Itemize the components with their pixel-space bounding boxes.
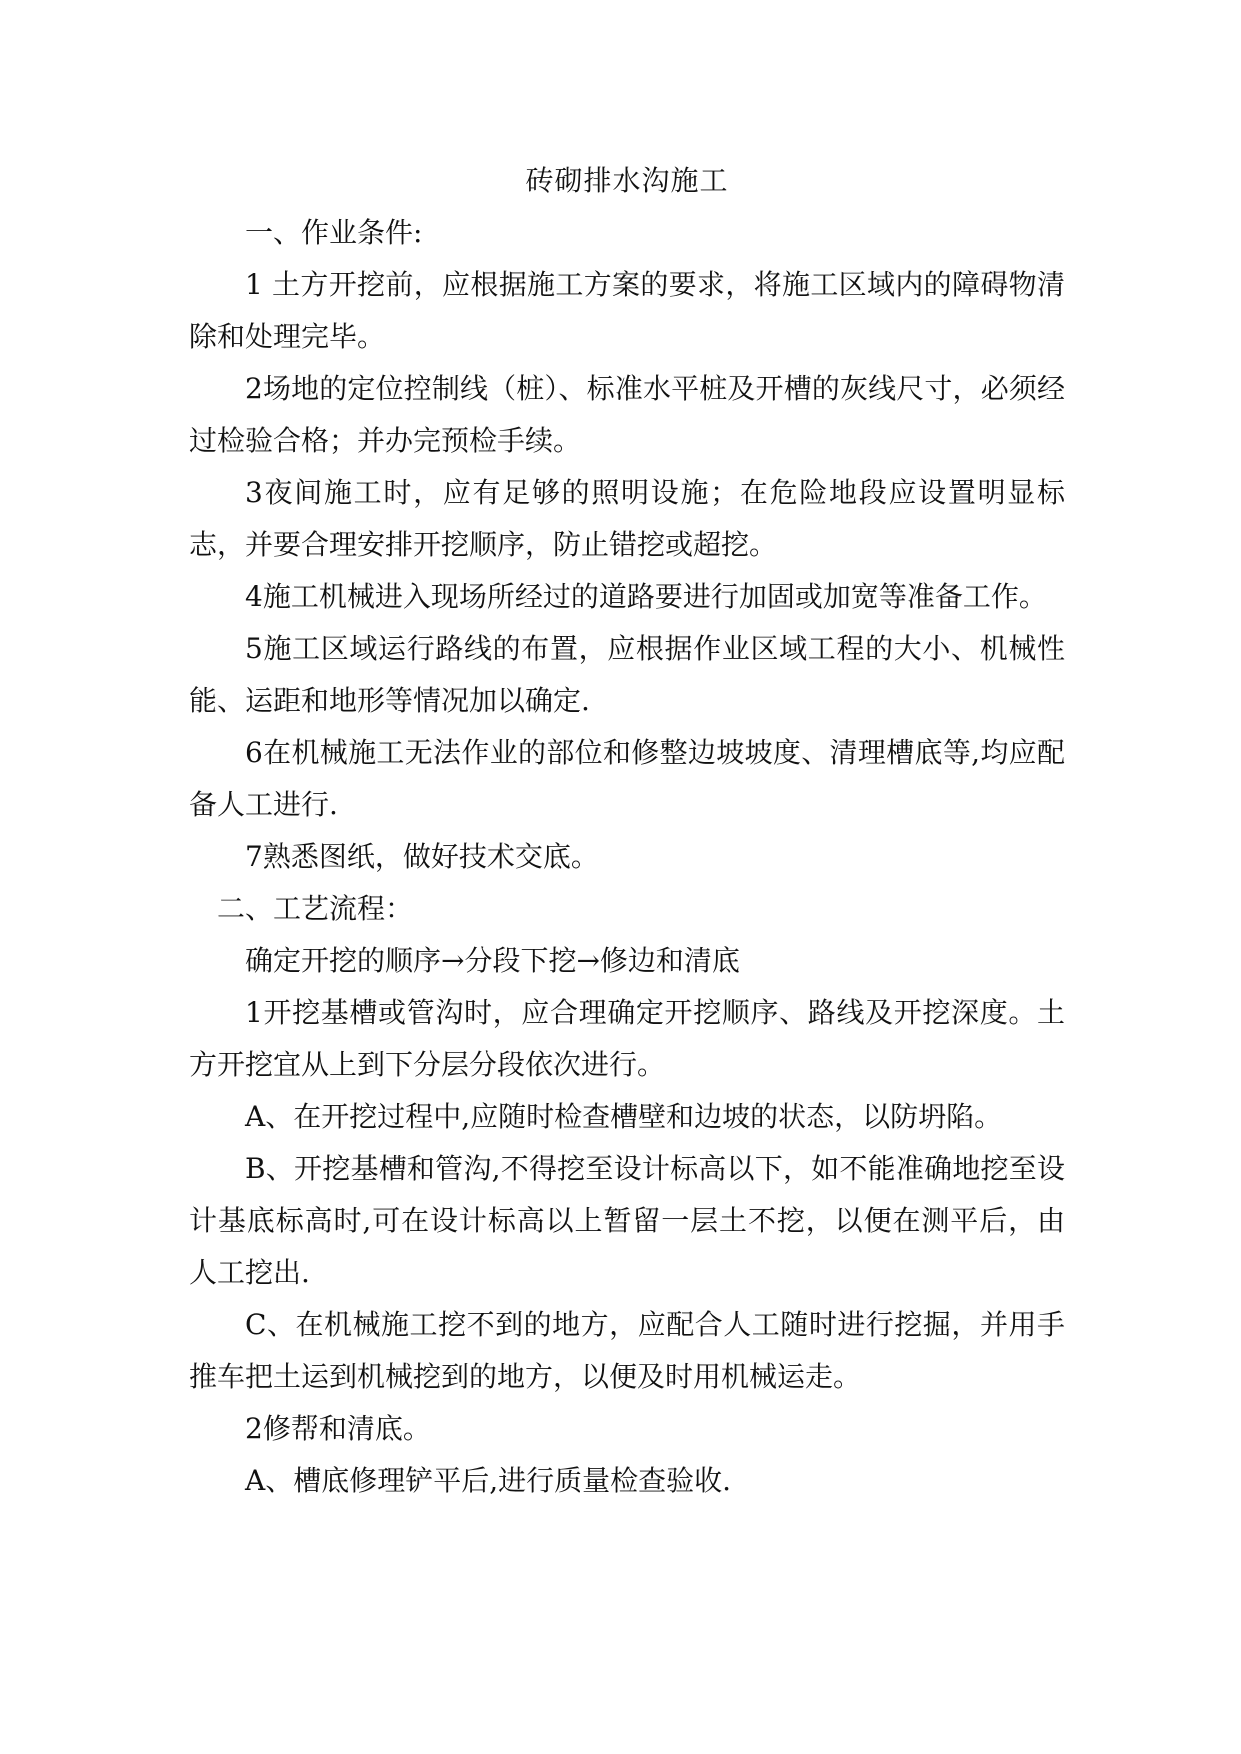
- paragraph-condition-1: 1 土方开挖前，应根据施工方案的要求，将施工区域内的障碍物清除和处理完毕。: [189, 268, 1065, 353]
- paragraph-process-1: 1开挖基槽或管沟时，应合理确定开挖顺序、路线及开挖深度。土方开挖宜从上到下分层分段依次进行。: [189, 996, 1065, 1081]
- paragraph-condition-4: 4施工机械进入现场所经过的道路要进行加固或加宽等准备工作。: [245, 580, 1047, 613]
- paragraph-process-1b: B、开挖基槽和管沟,不得挖至设计标高以下，如不能准确地挖至设计基底标高时,可在设计标高以上暂留一层土不挖，以便在测平后，由人工挖出.: [189, 1152, 1065, 1289]
- document-body: [189, 155, 1065, 1507]
- paragraph-process-1c: C、在机械施工挖不到的地方，应配合人工随时进行挖掘，并用手推车把土运到机械挖到的地方，以便及时用机械运走。: [189, 1308, 1065, 1393]
- paragraph-process-2a: A、槽底修理铲平后,进行质量检查验收.: [245, 1464, 732, 1497]
- paragraph-condition-2: 2场地的定位控制线（桩）、标准水平桩及开槽的灰线尺寸，必须经过检验合格；并办完预检手续。: [189, 372, 1065, 457]
- section-heading-process: 二、工艺流程：: [217, 892, 414, 925]
- paragraph-condition-7: 7熟悉图纸，做好技术交底。: [245, 840, 599, 873]
- paragraph-process-1a: A、在开挖过程中,应随时检查槽壁和边坡的状态，以防坍陷。: [245, 1100, 1003, 1133]
- paragraph-condition-6: 6在机械施工无法作业的部位和修整边坡坡度、清理槽底等,均应配备人工进行.: [189, 736, 1065, 821]
- paragraph-condition-5: 5施工区域运行路线的布置，应根据作业区域工程的大小、机械性能、运距和地形等情况加以确定.: [189, 632, 1065, 717]
- paragraph-process-2: 2修帮和清底。: [245, 1412, 431, 1445]
- page-title: 砖砌排水沟施工: [525, 164, 729, 197]
- section-heading-conditions: 一、作业条件:: [245, 216, 423, 249]
- paragraph-condition-3: 3夜间施工时，应有足够的照明设施；在危险地段应设置明显标志，并要合理安排开挖顺序，防止错挖或超挖。: [189, 476, 1065, 561]
- process-flow: 确定开挖的顺序→分段下挖→修边和清底: [245, 944, 740, 977]
